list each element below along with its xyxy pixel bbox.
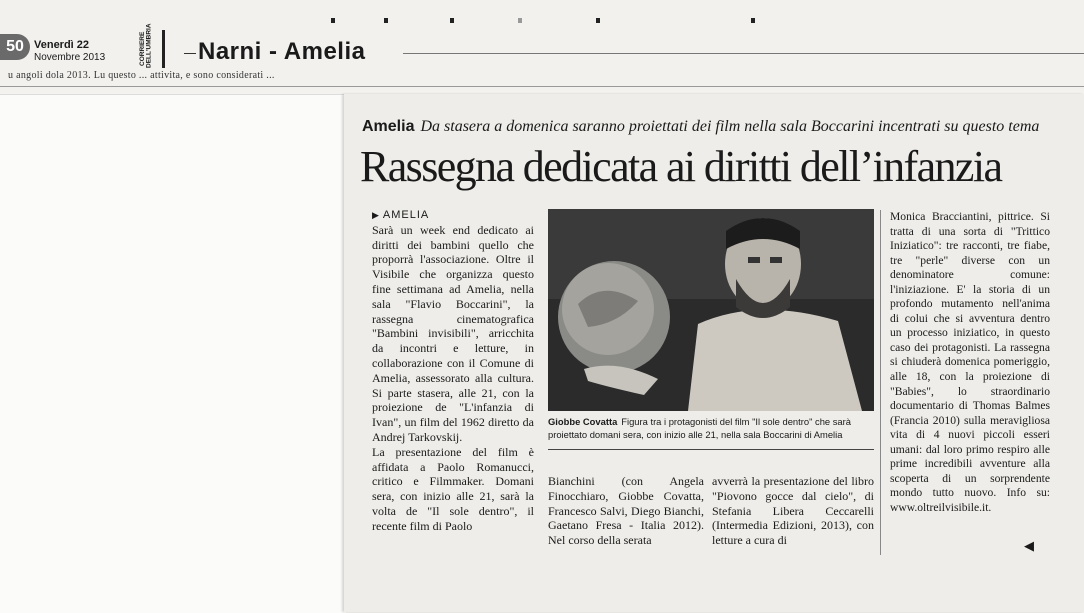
dateline-arrow-icon: ▶	[372, 210, 380, 220]
article-dateline	[372, 208, 534, 223]
article-column-1	[372, 208, 534, 534]
header-rule-left	[184, 53, 196, 54]
end-of-article-icon: ◀	[1024, 538, 1034, 553]
column-1-paragraph-2: La presentazione del film è affidata a Paolo Romanucci, critico e Filmmaker. Domani sera, con inizio alle 21, sarà la volta de "Il sole dentro", il recente film di Paolo	[372, 444, 534, 533]
article-column-2	[548, 474, 704, 548]
section-title: Narni - Amelia	[198, 38, 366, 65]
page-number: 50	[0, 34, 30, 60]
column-divider	[880, 210, 881, 555]
newspaper-logo: CORRIERE DELL'UMBRIA	[139, 23, 153, 68]
dateline-text: AMELIA	[382, 209, 430, 221]
caption-rule	[548, 449, 874, 450]
blank-paper-area	[0, 94, 346, 613]
logo-bar	[162, 30, 165, 68]
column-1-paragraph-1: Sarà un week end dedicato ai diritti dei bambini quello che proporrà l'associazione. Oltre il Visibile che organizza questo fine settimana ad Amelia, nella sala "Flavio Boccarini", la rassegna cinematografica "Bambini invisibili", arricchita da incontri e letture, in collaborazione con il Comune di Amelia, assessorato alla cultura. Si parte stasera, alle 21, con la proiezione de "L'infanzia di Ivan", un film del 1962 diretto da Andrej Tarkovskij.	[372, 222, 534, 444]
article-photo	[548, 209, 874, 411]
article-kicker	[362, 118, 1039, 136]
article-title: Rassegna dedicata ai diritti dell’infanzia	[360, 142, 1002, 191]
caption-name: Giobbe Covatta	[548, 416, 618, 427]
caption-text: Figura tra i protagonisti del film "Il sole dentro" che sarà proiettato domani sera, con inizio alle 21, nella sala Boccarini di Amelia	[548, 416, 851, 440]
issue-date-day: Venerdì 22	[34, 39, 90, 51]
column-4-paragraph: Monica Bracciantini, pittrice. Si tratta di una sorta di "Trittico Iniziatico": tre racconti, tre fiabe, tre "perle" diverse con un denominatore comune: l'iniziazione. E' la storia di un profondo mutamento nell'anima di colui che si avventura dentro un processo iniziatico, in questo caso dei protagonisti. La rassegna si chiuderà domenica pomeriggio, alle 18, con la proiezione di "Babies", lo straordinario documentario di Thomas Balmes (Francia 2010) sulla meravigliosa vita di 4 nuovi piccoli esseri umani: dal loro primo respiro alle prime incredibili avventure alla scoperta di un sorprendente mondo tutto nuovo. Info su: www.oltreilvisibile.it.	[890, 210, 1050, 514]
cut-text-fragment: u angoli dola 2013. Lu questo ... attivita, e sono considerati ...	[8, 70, 275, 81]
photo-caption	[548, 416, 874, 441]
header-rule-right	[403, 53, 1084, 54]
kicker-text: Da stasera a domenica saranno proiettati dei film nella sala Boccarini incentrati su questo tema	[420, 118, 1040, 135]
kicker-label: Amelia	[362, 118, 415, 135]
column-3-paragraph: avverrà la presentazione del libro "Piovono gocce dal cielo", di Stefania Libera Ceccarelli (Intermedia Edizioni, 2013), con letture a cura di	[712, 474, 874, 548]
fragment-rule	[0, 86, 1084, 87]
article-column-3	[712, 474, 874, 548]
article-column-4	[890, 210, 1050, 515]
issue-date-month: Novembre 2013	[34, 52, 106, 63]
column-2-paragraph: Bianchini (con Angela Finocchiaro, Giobbe Covatta, Francesco Salvi, Diego Bianchi, Gaetano Fresa - Italia 2012). Nel corso della serata	[548, 474, 704, 548]
